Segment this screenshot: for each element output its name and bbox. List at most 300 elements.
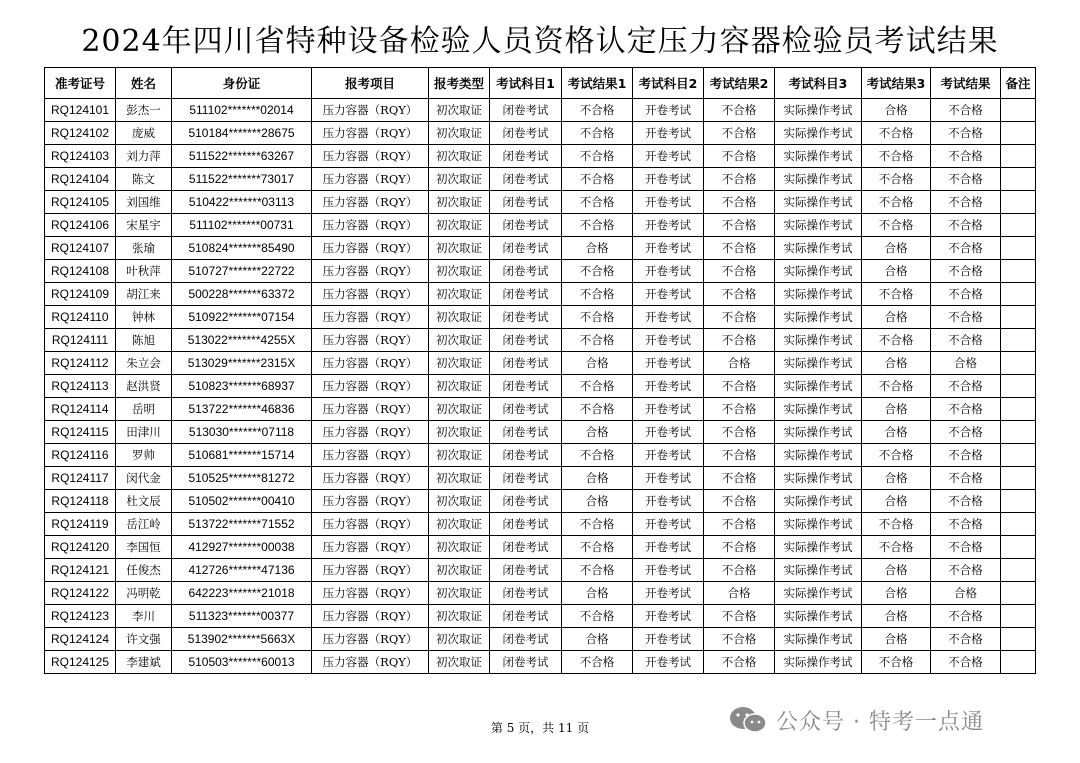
subject3-cell: 实际操作考试: [775, 536, 862, 559]
column-header: 姓名: [116, 68, 172, 99]
result1-cell: 不合格: [562, 122, 633, 145]
subject2-cell: 开卷考试: [633, 605, 704, 628]
final-result-cell: 不合格: [931, 628, 1001, 651]
exam-number-cell: RQ124118: [45, 490, 116, 513]
id-number-cell: 510525*******81272: [172, 467, 312, 490]
page-footer: 第 5 页，共 11 页: [490, 721, 590, 735]
subject3-cell: 实际操作考试: [775, 352, 862, 375]
result3-cell: 合格: [862, 398, 931, 421]
name-cell: 李国恒: [116, 536, 172, 559]
result1-cell: 不合格: [562, 444, 633, 467]
table-row: [45, 260, 1036, 283]
result2-cell: 合格: [704, 582, 775, 605]
table-row: [45, 329, 1036, 352]
subject3-cell: 实际操作考试: [775, 467, 862, 490]
result3-cell: 不合格: [862, 122, 931, 145]
subject1-cell: 闭卷考试: [490, 214, 562, 237]
subject3-cell: 实际操作考试: [775, 651, 862, 674]
subject1-cell: 闭卷考试: [490, 398, 562, 421]
table-row: [45, 99, 1036, 122]
exam-number-cell: RQ124108: [45, 260, 116, 283]
subject2-cell: 开卷考试: [633, 306, 704, 329]
table-row: [45, 444, 1036, 467]
name-cell: 彭杰一: [116, 99, 172, 122]
id-number-cell: 510502*******00410: [172, 490, 312, 513]
final-result-cell: 不合格: [931, 306, 1001, 329]
table-row: [45, 352, 1036, 375]
result1-cell: 合格: [562, 490, 633, 513]
id-number-cell: 513902*******5663X: [172, 628, 312, 651]
exam-type-cell: 初次取证: [429, 490, 490, 513]
result2-cell: 不合格: [704, 490, 775, 513]
result3-cell: 不合格: [862, 283, 931, 306]
result2-cell: 不合格: [704, 421, 775, 444]
exam-number-cell: RQ124106: [45, 214, 116, 237]
final-result-cell: 不合格: [931, 329, 1001, 352]
exam-item-cell: 压力容器（RQY）: [312, 99, 429, 122]
result3-cell: 不合格: [862, 444, 931, 467]
subject2-cell: 开卷考试: [633, 398, 704, 421]
result1-cell: 合格: [562, 237, 633, 260]
subject1-cell: 闭卷考试: [490, 651, 562, 674]
exam-number-cell: RQ124103: [45, 145, 116, 168]
exam-item-cell: 压力容器（RQY）: [312, 536, 429, 559]
remarks-cell: [1001, 260, 1036, 283]
table-row: [45, 122, 1036, 145]
result2-cell: 不合格: [704, 467, 775, 490]
id-number-cell: 510824*******85490: [172, 237, 312, 260]
result1-cell: 不合格: [562, 283, 633, 306]
subject3-cell: 实际操作考试: [775, 283, 862, 306]
result1-cell: 合格: [562, 628, 633, 651]
result2-cell: 不合格: [704, 283, 775, 306]
exam-number-cell: RQ124102: [45, 122, 116, 145]
name-cell: 叶秋萍: [116, 260, 172, 283]
id-number-cell: 510681*******15714: [172, 444, 312, 467]
exam-item-cell: 压力容器（RQY）: [312, 605, 429, 628]
name-cell: 宋星宇: [116, 214, 172, 237]
subject2-cell: 开卷考试: [633, 513, 704, 536]
id-number-cell: 500228*******63372: [172, 283, 312, 306]
column-header: 考试结果3: [862, 68, 931, 99]
result3-cell: 合格: [862, 559, 931, 582]
table-row: [45, 191, 1036, 214]
subject1-cell: 闭卷考试: [490, 145, 562, 168]
name-cell: 岳明: [116, 398, 172, 421]
subject3-cell: 实际操作考试: [775, 260, 862, 283]
subject1-cell: 闭卷考试: [490, 99, 562, 122]
exam-number-cell: RQ124111: [45, 329, 116, 352]
column-header: 备注: [1001, 68, 1036, 99]
id-number-cell: 510184*******28675: [172, 122, 312, 145]
wechat-icon: [728, 705, 768, 735]
result1-cell: 不合格: [562, 513, 633, 536]
id-number-cell: 412726*******47136: [172, 559, 312, 582]
table-row: [45, 651, 1036, 674]
subject2-cell: 开卷考试: [633, 352, 704, 375]
table-row: [45, 490, 1036, 513]
final-result-cell: 不合格: [931, 260, 1001, 283]
result3-cell: 合格: [862, 237, 931, 260]
result2-cell: 不合格: [704, 444, 775, 467]
exam-item-cell: 压力容器（RQY）: [312, 651, 429, 674]
result1-cell: 不合格: [562, 168, 633, 191]
result3-cell: 合格: [862, 582, 931, 605]
remarks-cell: [1001, 214, 1036, 237]
result1-cell: 不合格: [562, 375, 633, 398]
subject3-cell: 实际操作考试: [775, 375, 862, 398]
exam-number-cell: RQ124109: [45, 283, 116, 306]
result1-cell: 不合格: [562, 398, 633, 421]
result3-cell: 不合格: [862, 651, 931, 674]
remarks-cell: [1001, 490, 1036, 513]
final-result-cell: 不合格: [931, 283, 1001, 306]
table-row: [45, 375, 1036, 398]
subject3-cell: 实际操作考试: [775, 421, 862, 444]
result2-cell: 不合格: [704, 214, 775, 237]
result1-cell: 不合格: [562, 214, 633, 237]
subject1-cell: 闭卷考试: [490, 421, 562, 444]
result2-cell: 不合格: [704, 375, 775, 398]
name-cell: 刘国维: [116, 191, 172, 214]
exam-type-cell: 初次取证: [429, 628, 490, 651]
name-cell: 杜文辰: [116, 490, 172, 513]
subject2-cell: 开卷考试: [633, 467, 704, 490]
name-cell: 陈文: [116, 168, 172, 191]
result2-cell: 不合格: [704, 398, 775, 421]
exam-number-cell: RQ124123: [45, 605, 116, 628]
subject3-cell: 实际操作考试: [775, 168, 862, 191]
exam-item-cell: 压力容器（RQY）: [312, 145, 429, 168]
subject1-cell: 闭卷考试: [490, 513, 562, 536]
column-header: 报考项目: [312, 68, 429, 99]
remarks-cell: [1001, 582, 1036, 605]
subject1-cell: 闭卷考试: [490, 559, 562, 582]
exam-type-cell: 初次取证: [429, 214, 490, 237]
subject2-cell: 开卷考试: [633, 375, 704, 398]
exam-number-cell: RQ124107: [45, 237, 116, 260]
name-cell: 陈旭: [116, 329, 172, 352]
remarks-cell: [1001, 398, 1036, 421]
id-number-cell: 510823*******68937: [172, 375, 312, 398]
result3-cell: 不合格: [862, 191, 931, 214]
exam-number-cell: RQ124104: [45, 168, 116, 191]
result2-cell: 不合格: [704, 168, 775, 191]
final-result-cell: 不合格: [931, 191, 1001, 214]
id-number-cell: 510503*******60013: [172, 651, 312, 674]
subject3-cell: 实际操作考试: [775, 145, 862, 168]
subject3-cell: 实际操作考试: [775, 306, 862, 329]
remarks-cell: [1001, 122, 1036, 145]
name-cell: 闵代金: [116, 467, 172, 490]
name-cell: 刘力萍: [116, 145, 172, 168]
header-row: [45, 68, 1036, 99]
subject3-cell: 实际操作考试: [775, 122, 862, 145]
column-header: 准考证号: [45, 68, 116, 99]
exam-item-cell: 压力容器（RQY）: [312, 559, 429, 582]
result2-cell: 不合格: [704, 513, 775, 536]
subject2-cell: 开卷考试: [633, 99, 704, 122]
watermark-text: 公众号 · 特考一点通: [776, 709, 984, 735]
exam-type-cell: 初次取证: [429, 283, 490, 306]
table-row: [45, 582, 1036, 605]
remarks-cell: [1001, 145, 1036, 168]
final-result-cell: 不合格: [931, 421, 1001, 444]
exam-type-cell: 初次取证: [429, 145, 490, 168]
table-row: [45, 513, 1036, 536]
final-result-cell: 不合格: [931, 398, 1001, 421]
result3-cell: 不合格: [862, 214, 931, 237]
final-result-cell: 不合格: [931, 513, 1001, 536]
exam-item-cell: 压力容器（RQY）: [312, 398, 429, 421]
exam-item-cell: 压力容器（RQY）: [312, 283, 429, 306]
id-number-cell: 511522*******73017: [172, 168, 312, 191]
result3-cell: 不合格: [862, 145, 931, 168]
result3-cell: 不合格: [862, 536, 931, 559]
exam-number-cell: RQ124114: [45, 398, 116, 421]
subject3-cell: 实际操作考试: [775, 398, 862, 421]
remarks-cell: [1001, 513, 1036, 536]
id-number-cell: 511102*******02014: [172, 99, 312, 122]
remarks-cell: [1001, 559, 1036, 582]
subject1-cell: 闭卷考试: [490, 122, 562, 145]
name-cell: 朱立会: [116, 352, 172, 375]
final-result-cell: 不合格: [931, 214, 1001, 237]
final-result-cell: 合格: [931, 582, 1001, 605]
exam-number-cell: RQ124120: [45, 536, 116, 559]
subject1-cell: 闭卷考试: [490, 536, 562, 559]
result3-cell: 合格: [862, 421, 931, 444]
exam-type-cell: 初次取证: [429, 306, 490, 329]
subject2-cell: 开卷考试: [633, 536, 704, 559]
id-number-cell: 511522*******63267: [172, 145, 312, 168]
final-result-cell: 不合格: [931, 237, 1001, 260]
subject1-cell: 闭卷考试: [490, 283, 562, 306]
exam-type-cell: 初次取证: [429, 513, 490, 536]
name-cell: 冯明乾: [116, 582, 172, 605]
exam-number-cell: RQ124124: [45, 628, 116, 651]
subject3-cell: 实际操作考试: [775, 99, 862, 122]
subject2-cell: 开卷考试: [633, 237, 704, 260]
remarks-cell: [1001, 329, 1036, 352]
subject3-cell: 实际操作考试: [775, 582, 862, 605]
remarks-cell: [1001, 306, 1036, 329]
result3-cell: 合格: [862, 605, 931, 628]
result3-cell: 不合格: [862, 329, 931, 352]
table-row: [45, 283, 1036, 306]
result1-cell: 不合格: [562, 651, 633, 674]
result3-cell: 不合格: [862, 375, 931, 398]
column-header: 身份证: [172, 68, 312, 99]
column-header: 考试结果1: [562, 68, 633, 99]
result2-cell: 不合格: [704, 99, 775, 122]
subject3-cell: 实际操作考试: [775, 605, 862, 628]
final-result-cell: 不合格: [931, 536, 1001, 559]
table-body: [45, 99, 1036, 674]
result3-cell: 合格: [862, 306, 931, 329]
subject1-cell: 闭卷考试: [490, 237, 562, 260]
id-number-cell: 511102*******00731: [172, 214, 312, 237]
subject3-cell: 实际操作考试: [775, 513, 862, 536]
results-table: [44, 67, 1036, 674]
column-header: 考试结果2: [704, 68, 775, 99]
exam-type-cell: 初次取证: [429, 237, 490, 260]
exam-type-cell: 初次取证: [429, 352, 490, 375]
remarks-cell: [1001, 283, 1036, 306]
id-number-cell: 511323*******00377: [172, 605, 312, 628]
remarks-cell: [1001, 375, 1036, 398]
name-cell: 钟林: [116, 306, 172, 329]
result2-cell: 不合格: [704, 559, 775, 582]
name-cell: 许文强: [116, 628, 172, 651]
subject1-cell: 闭卷考试: [490, 605, 562, 628]
exam-item-cell: 压力容器（RQY）: [312, 191, 429, 214]
exam-item-cell: 压力容器（RQY）: [312, 628, 429, 651]
exam-type-cell: 初次取证: [429, 559, 490, 582]
exam-number-cell: RQ124101: [45, 99, 116, 122]
table-row: [45, 536, 1036, 559]
subject2-cell: 开卷考试: [633, 421, 704, 444]
exam-item-cell: 压力容器（RQY）: [312, 467, 429, 490]
watermark: [728, 703, 984, 737]
column-header: 报考类型: [429, 68, 490, 99]
exam-type-cell: 初次取证: [429, 99, 490, 122]
exam-item-cell: 压力容器（RQY）: [312, 237, 429, 260]
result1-cell: 不合格: [562, 191, 633, 214]
exam-type-cell: 初次取证: [429, 260, 490, 283]
final-result-cell: 不合格: [931, 168, 1001, 191]
result1-cell: 不合格: [562, 559, 633, 582]
final-result-cell: 不合格: [931, 490, 1001, 513]
name-cell: 田津川: [116, 421, 172, 444]
subject1-cell: 闭卷考试: [490, 329, 562, 352]
result2-cell: 不合格: [704, 145, 775, 168]
exam-type-cell: 初次取证: [429, 444, 490, 467]
exam-item-cell: 压力容器（RQY）: [312, 306, 429, 329]
result1-cell: 不合格: [562, 99, 633, 122]
result3-cell: 合格: [862, 467, 931, 490]
subject3-cell: 实际操作考试: [775, 237, 862, 260]
subject2-cell: 开卷考试: [633, 559, 704, 582]
exam-item-cell: 压力容器（RQY）: [312, 513, 429, 536]
subject2-cell: 开卷考试: [633, 651, 704, 674]
exam-type-cell: 初次取证: [429, 605, 490, 628]
result3-cell: 不合格: [862, 168, 931, 191]
result2-cell: 不合格: [704, 306, 775, 329]
subject1-cell: 闭卷考试: [490, 628, 562, 651]
result3-cell: 合格: [862, 260, 931, 283]
table-row: [45, 168, 1036, 191]
result3-cell: 合格: [862, 628, 931, 651]
table-row: [45, 398, 1036, 421]
exam-item-cell: 压力容器（RQY）: [312, 168, 429, 191]
exam-type-cell: 初次取证: [429, 651, 490, 674]
name-cell: 罗帅: [116, 444, 172, 467]
name-cell: 李川: [116, 605, 172, 628]
remarks-cell: [1001, 168, 1036, 191]
id-number-cell: 513722*******71552: [172, 513, 312, 536]
subject3-cell: 实际操作考试: [775, 444, 862, 467]
subject2-cell: 开卷考试: [633, 145, 704, 168]
remarks-cell: [1001, 352, 1036, 375]
table-row: [45, 237, 1036, 260]
result2-cell: 不合格: [704, 329, 775, 352]
remarks-cell: [1001, 191, 1036, 214]
exam-number-cell: RQ124110: [45, 306, 116, 329]
subject2-cell: 开卷考试: [633, 191, 704, 214]
subject1-cell: 闭卷考试: [490, 306, 562, 329]
id-number-cell: 642223*******21018: [172, 582, 312, 605]
result3-cell: 不合格: [862, 513, 931, 536]
exam-item-cell: 压力容器（RQY）: [312, 421, 429, 444]
exam-number-cell: RQ124122: [45, 582, 116, 605]
result2-cell: 不合格: [704, 628, 775, 651]
exam-type-cell: 初次取证: [429, 168, 490, 191]
final-result-cell: 不合格: [931, 99, 1001, 122]
column-header: 考试结果: [931, 68, 1001, 99]
final-result-cell: 不合格: [931, 559, 1001, 582]
result1-cell: 不合格: [562, 605, 633, 628]
exam-type-cell: 初次取证: [429, 191, 490, 214]
table-row: [45, 559, 1036, 582]
table-row: [45, 628, 1036, 651]
id-number-cell: 513029*******2315X: [172, 352, 312, 375]
remarks-cell: [1001, 536, 1036, 559]
exam-number-cell: RQ124117: [45, 467, 116, 490]
id-number-cell: 412927*******00038: [172, 536, 312, 559]
column-header: 考试科目2: [633, 68, 704, 99]
subject1-cell: 闭卷考试: [490, 260, 562, 283]
exam-type-cell: 初次取证: [429, 467, 490, 490]
subject2-cell: 开卷考试: [633, 582, 704, 605]
result2-cell: 不合格: [704, 651, 775, 674]
exam-item-cell: 压力容器（RQY）: [312, 375, 429, 398]
remarks-cell: [1001, 421, 1036, 444]
table-row: [45, 467, 1036, 490]
final-result-cell: 不合格: [931, 467, 1001, 490]
result2-cell: 不合格: [704, 605, 775, 628]
subject3-cell: 实际操作考试: [775, 559, 862, 582]
exam-number-cell: RQ124105: [45, 191, 116, 214]
id-number-cell: 513722*******46836: [172, 398, 312, 421]
exam-item-cell: 压力容器（RQY）: [312, 214, 429, 237]
result1-cell: 合格: [562, 582, 633, 605]
final-result-cell: 不合格: [931, 375, 1001, 398]
subject1-cell: 闭卷考试: [490, 352, 562, 375]
subject3-cell: 实际操作考试: [775, 214, 862, 237]
table-row: [45, 214, 1036, 237]
subject2-cell: 开卷考试: [633, 444, 704, 467]
result2-cell: 不合格: [704, 260, 775, 283]
final-result-cell: 不合格: [931, 444, 1001, 467]
id-number-cell: 513022*******4255X: [172, 329, 312, 352]
result1-cell: 合格: [562, 467, 633, 490]
remarks-cell: [1001, 444, 1036, 467]
result3-cell: 合格: [862, 99, 931, 122]
exam-item-cell: 压力容器（RQY）: [312, 329, 429, 352]
result3-cell: 合格: [862, 352, 931, 375]
exam-item-cell: 压力容器（RQY）: [312, 444, 429, 467]
table-row: [45, 421, 1036, 444]
subject2-cell: 开卷考试: [633, 260, 704, 283]
result3-cell: 合格: [862, 490, 931, 513]
remarks-cell: [1001, 467, 1036, 490]
name-cell: 胡江来: [116, 283, 172, 306]
exam-type-cell: 初次取证: [429, 536, 490, 559]
exam-number-cell: RQ124121: [45, 559, 116, 582]
subject2-cell: 开卷考试: [633, 628, 704, 651]
subject1-cell: 闭卷考试: [490, 375, 562, 398]
